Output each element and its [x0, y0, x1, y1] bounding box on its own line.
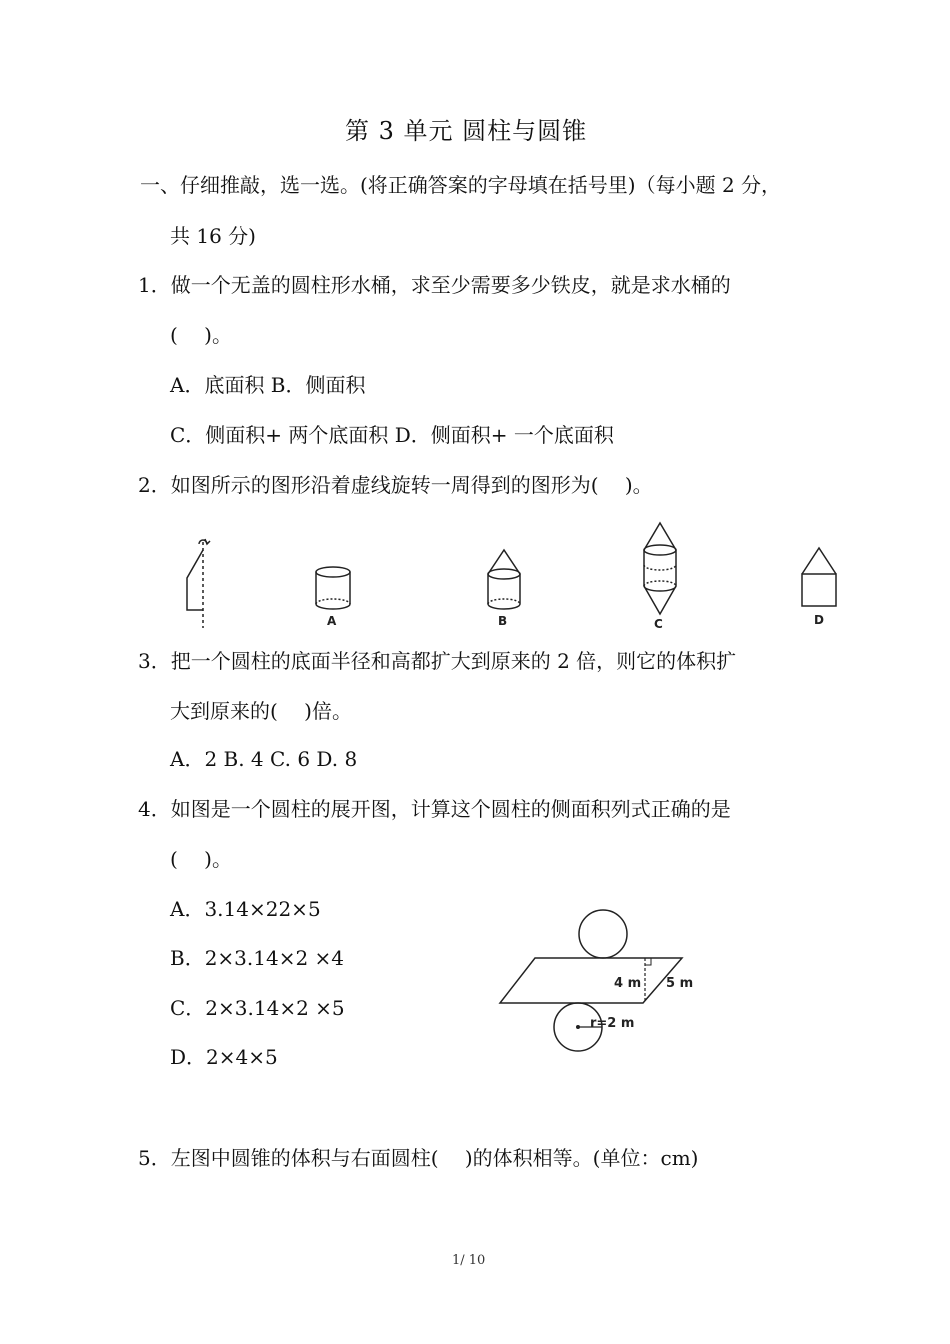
q4-fig-radius-label: r=2 m [590, 1016, 635, 1031]
page-number: 1/ 10 [452, 1253, 486, 1268]
q1-answer-blank: ( )。 [170, 323, 232, 347]
q4-fig-slant-label: 5 m [666, 976, 694, 991]
q2-label-d: D [814, 613, 824, 627]
q2-figures [170, 532, 850, 632]
q4-net-parallelogram [500, 958, 682, 1003]
section-heading-line2: 共 16 分) [170, 224, 256, 248]
q4-net-top-circle [579, 910, 627, 958]
q1-options-ab: A．底面积 B．侧面积 [170, 373, 366, 397]
q2-option-d-triangle-square [802, 548, 836, 606]
q3-stem-line2: 大到原来的( )倍。 [170, 699, 352, 723]
q2-option-c-double-cone-cylinder [644, 523, 676, 614]
q4-option-b: B．2×3.14×2 ×4 [170, 946, 345, 970]
q4-fig-height-label: 4 m [614, 976, 642, 991]
q4-net-center-dot [576, 1025, 580, 1029]
q3-stem-line1: 3．把一个圆柱的底面半径和高都扩大到原来的 2 倍，则它的体积扩 [138, 649, 737, 673]
q2-label-a: A [327, 614, 337, 628]
q4-net-right-angle-mark [645, 958, 651, 965]
q2-label-b: B [498, 614, 508, 628]
q2-option-a-cylinder [316, 567, 350, 609]
q4-option-d: D．2×4×5 [170, 1045, 278, 1069]
q2-option-b-cone-cylinder [488, 550, 520, 609]
page-title: 第 3 单元 圆柱与圆锥 [345, 117, 588, 145]
q4-answer-blank: ( )。 [170, 847, 232, 871]
q3-options: A．2 B. 4 C. 6 D. 8 [170, 747, 358, 771]
q2-stem: 2．如图所示的图形沿着虚线旋转一周得到的图形为( )。 [138, 473, 653, 497]
q4-stem-line1: 4．如图是一个圆柱的展开图，计算这个圆柱的侧面积列式正确的是 [138, 797, 731, 821]
q5-stem: 5．左图中圆锥的体积与右面圆柱( )的体积相等。(单位：cm) [138, 1146, 699, 1170]
q1-stem-line1: 1．做一个无盖的圆柱形水桶，求至少需要多少铁皮，就是求水桶的 [138, 273, 731, 297]
q2-original-shape [187, 539, 210, 628]
q4-option-a: A．3.14×22×5 [170, 897, 321, 921]
q4-cylinder-net-figure [490, 905, 710, 1065]
q4-option-c: C．2×3.14×2 ×5 [170, 996, 345, 1020]
section-heading-line1: 一、仔细推敲，选一选。(将正确答案的字母填在括号里)（每小题 2 分， [140, 173, 782, 197]
q1-options-cd: C．侧面积+ 两个底面积 D．侧面积+ 一个底面积 [170, 423, 614, 447]
q2-label-c: C [654, 617, 663, 631]
